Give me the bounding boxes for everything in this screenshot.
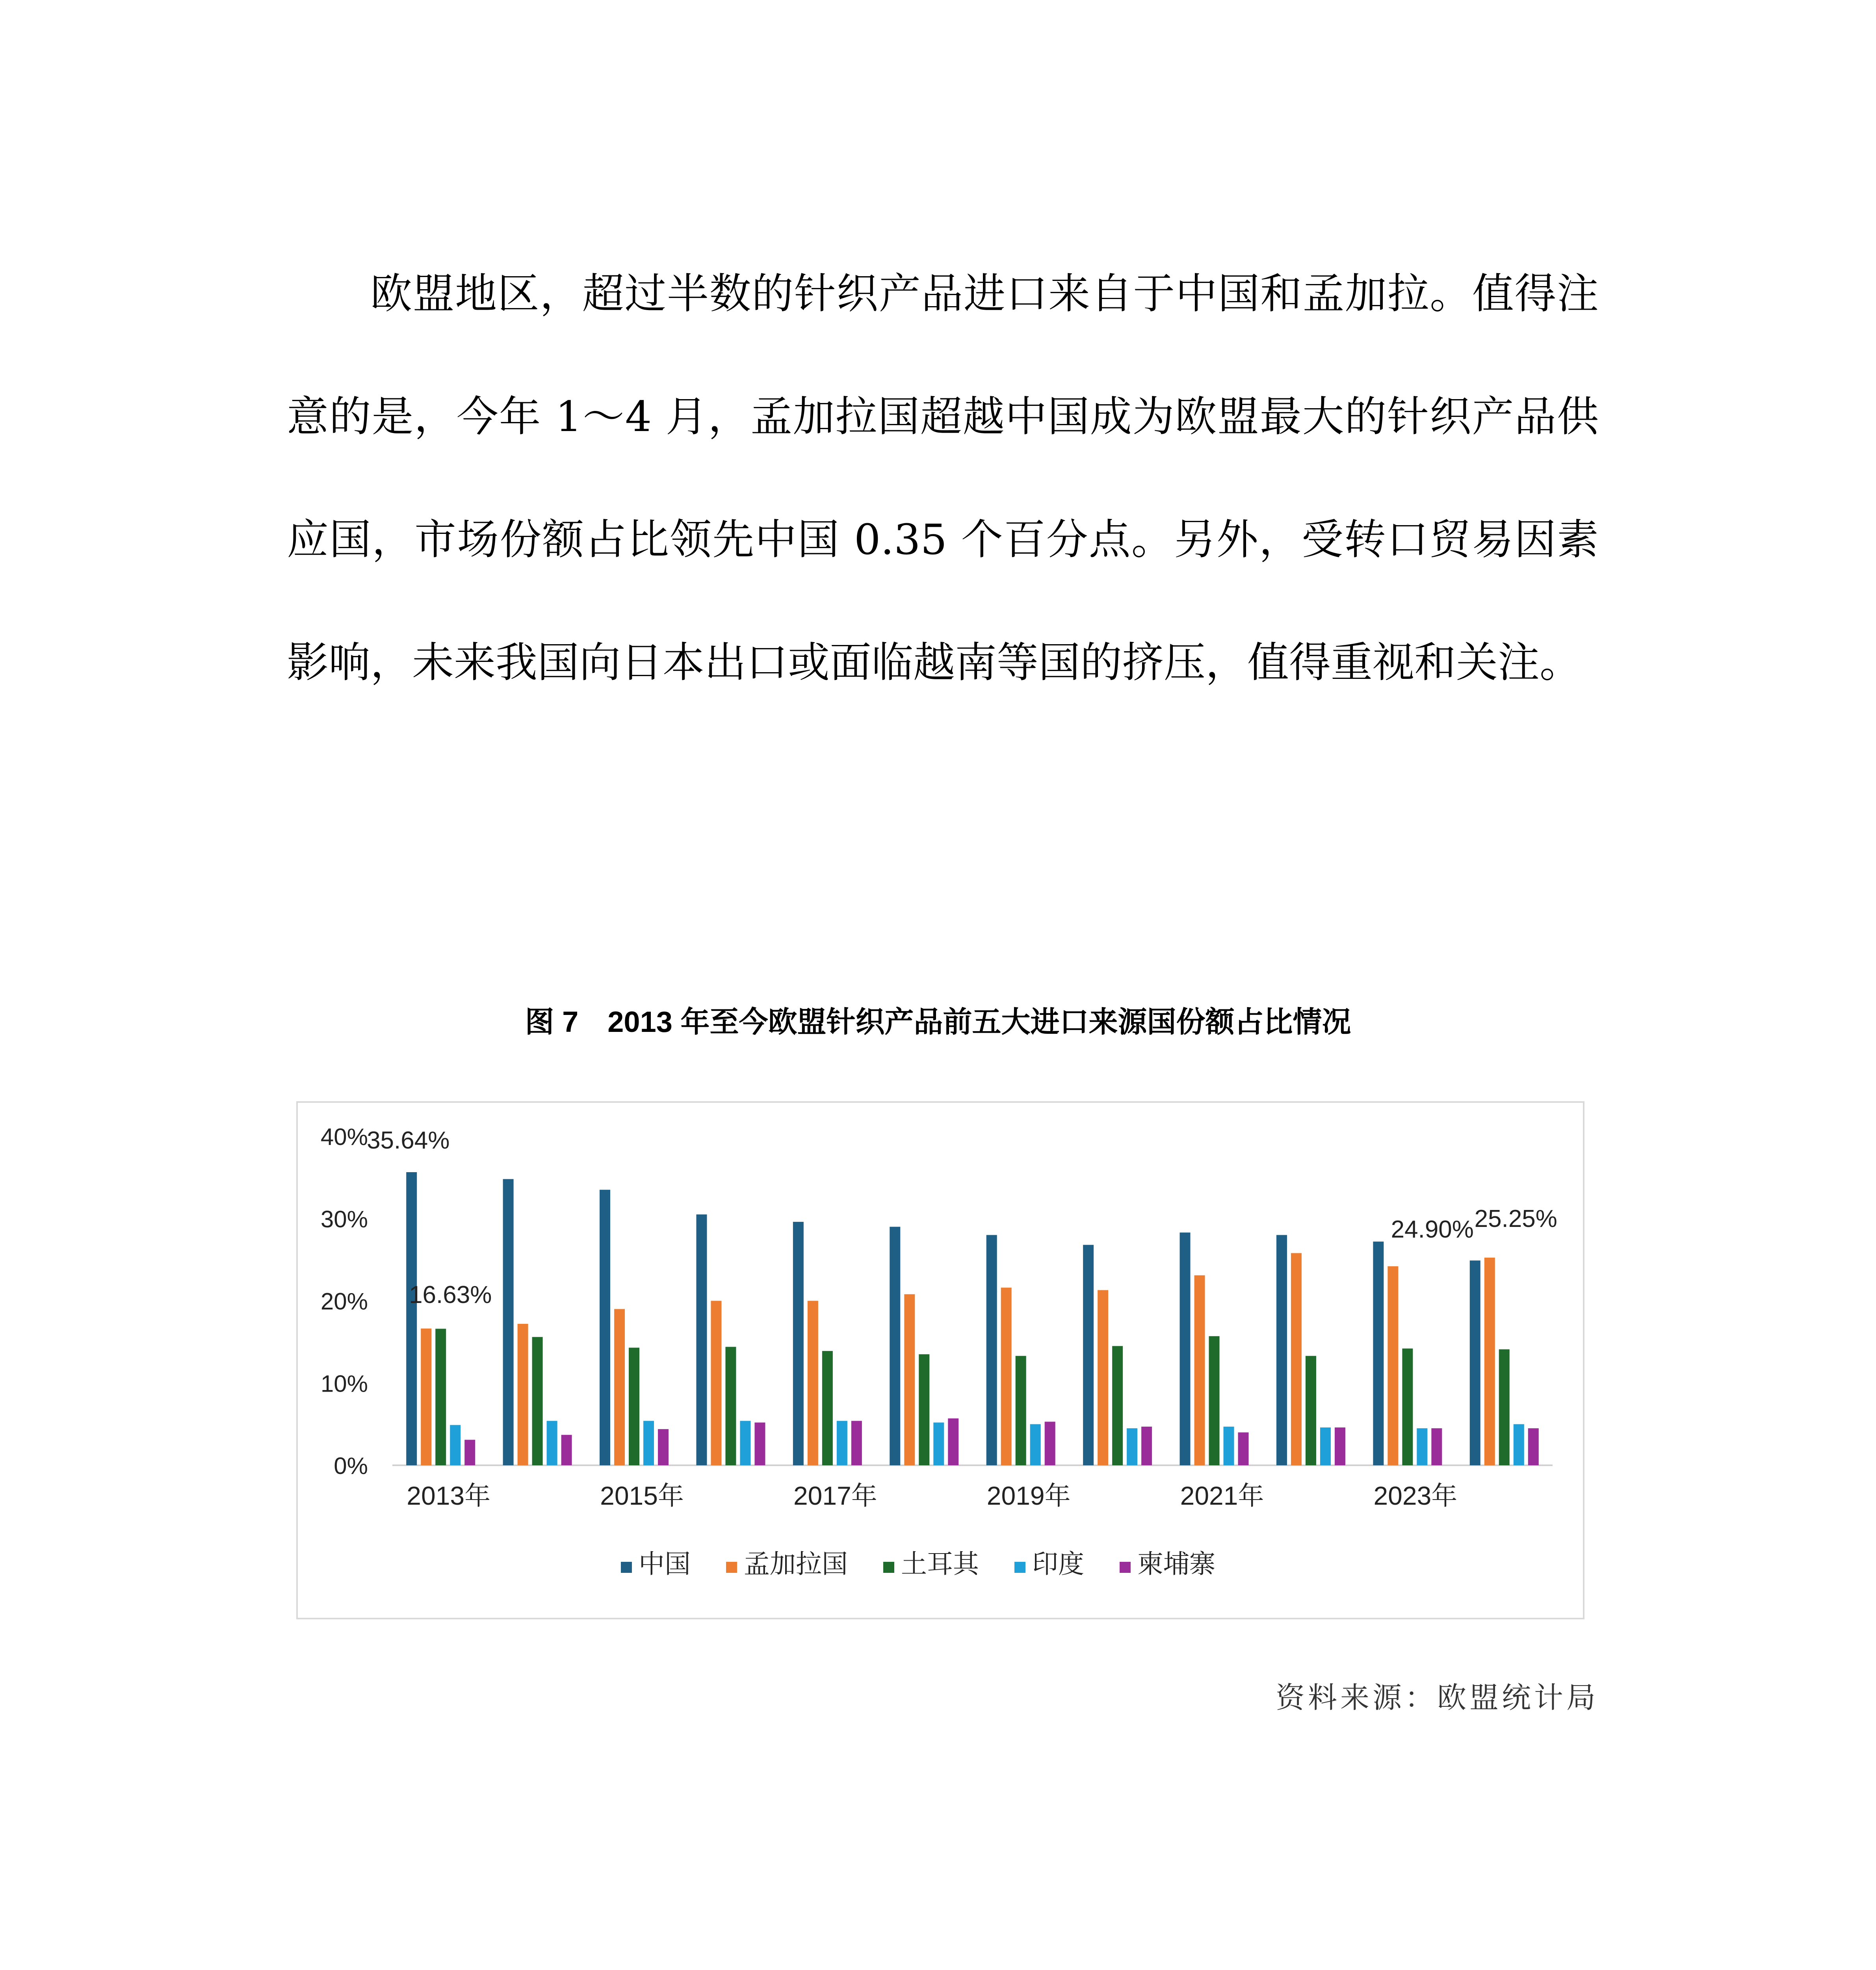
- bar-柬埔寨-2013年: [464, 1440, 475, 1465]
- bar-孟加拉国-2021年: [1194, 1275, 1205, 1465]
- bar-土耳其-2013年: [435, 1329, 446, 1465]
- bar-柬埔寨-2024年: [1528, 1428, 1539, 1465]
- bar-土耳其-2017年: [822, 1351, 833, 1465]
- bar-印度-2017年: [837, 1421, 847, 1465]
- bar-印度-2020年: [1127, 1428, 1137, 1465]
- bar-柬埔寨-2015年: [658, 1429, 669, 1465]
- bar-柬埔寨-2014年: [561, 1435, 572, 1465]
- legend-label: 中国: [639, 1549, 691, 1578]
- legend-swatch-土耳其: [883, 1562, 894, 1573]
- legend-label: 印度: [1032, 1549, 1084, 1578]
- bar-土耳其-2021年: [1209, 1336, 1220, 1465]
- y-tick-label: 30%: [320, 1206, 368, 1232]
- bar-印度-2018年: [933, 1422, 944, 1465]
- bar-孟加拉国-2024年: [1484, 1258, 1495, 1465]
- bar-柬埔寨-2023年: [1431, 1428, 1442, 1465]
- bar-中国-2020年: [1083, 1245, 1094, 1465]
- bar-柬埔寨-2020年: [1141, 1427, 1152, 1465]
- bar-中国-2018年: [890, 1227, 900, 1465]
- bar-土耳其-2016年: [725, 1347, 736, 1465]
- bar-中国-2014年: [503, 1179, 514, 1465]
- bar-中国-2015年: [600, 1190, 610, 1465]
- bar-孟加拉国-2020年: [1098, 1290, 1108, 1465]
- bar-印度-2015年: [643, 1421, 654, 1465]
- figure-source: 资料来源：欧盟统计局: [1276, 1681, 1599, 1715]
- data-label: 25.25%: [1474, 1205, 1557, 1232]
- bar-印度-2016年: [740, 1421, 750, 1465]
- bar-土耳其-2018年: [919, 1354, 929, 1465]
- data-label: 24.90%: [1391, 1216, 1474, 1243]
- bar-柬埔寨-2021年: [1238, 1433, 1249, 1466]
- bar-中国-2013年: [406, 1172, 417, 1465]
- chart-container: [296, 1101, 1584, 1619]
- bar-印度-2023年: [1417, 1428, 1427, 1465]
- bar-chart: [298, 1103, 1583, 1618]
- bar-中国-2022年: [1276, 1235, 1287, 1466]
- x-tick-label: 2017年: [793, 1481, 877, 1510]
- bar-中国-2017年: [793, 1222, 804, 1465]
- bar-孟加拉国-2017年: [808, 1301, 818, 1466]
- bar-中国-2016年: [696, 1214, 707, 1465]
- y-tick-label: 20%: [320, 1288, 368, 1315]
- data-label: 16.63%: [409, 1281, 492, 1308]
- bar-孟加拉国-2013年: [421, 1329, 431, 1465]
- y-tick-label: 40%: [320, 1124, 368, 1150]
- bar-土耳其-2019年: [1016, 1356, 1026, 1465]
- x-tick-label: 2015年: [600, 1481, 684, 1510]
- bar-柬埔寨-2019年: [1045, 1422, 1055, 1465]
- legend-label: 柬埔寨: [1137, 1549, 1215, 1578]
- bar-印度-2014年: [547, 1421, 557, 1465]
- bar-孟加拉国-2015年: [614, 1309, 625, 1465]
- x-tick-label: 2013年: [407, 1481, 491, 1510]
- x-tick-label: 2023年: [1373, 1481, 1458, 1510]
- bar-孟加拉国-2018年: [904, 1294, 915, 1465]
- bar-土耳其-2014年: [532, 1337, 543, 1465]
- legend-swatch-中国: [621, 1562, 632, 1573]
- bar-中国-2019年: [986, 1235, 997, 1466]
- bar-土耳其-2024年: [1499, 1349, 1510, 1465]
- body-paragraph: 欧盟地区，超过半数的针织产品进口来自于中国和孟加拉。值得注意的是，今年 1～4 月，孟加拉国超越中国成为欧盟最大的针织产品供应国，市场份额占比领先中国 0.35 个百分点。另外，受转口贸易因素影响，未来我国向日本出口或面临越南等国的挤压，值得重视和关注。: [287, 269, 1599, 687]
- bar-土耳其-2022年: [1306, 1356, 1316, 1465]
- legend-label: 土耳其: [901, 1549, 979, 1578]
- bar-柬埔寨-2018年: [948, 1418, 958, 1465]
- bar-土耳其-2023年: [1402, 1349, 1413, 1465]
- data-label: 35.64%: [367, 1127, 450, 1154]
- bar-印度-2019年: [1030, 1424, 1041, 1465]
- legend-swatch-印度: [1014, 1562, 1025, 1573]
- legend-label: 孟加拉国: [744, 1549, 848, 1578]
- x-tick-label: 2021年: [1180, 1481, 1264, 1510]
- y-tick-label: 10%: [320, 1370, 368, 1397]
- bar-土耳其-2015年: [629, 1347, 639, 1465]
- bar-孟加拉国-2022年: [1291, 1253, 1302, 1465]
- bar-印度-2024年: [1514, 1424, 1524, 1465]
- y-tick-label: 0%: [334, 1453, 368, 1479]
- bar-柬埔寨-2017年: [851, 1421, 862, 1465]
- bar-柬埔寨-2016年: [754, 1422, 765, 1465]
- bar-印度-2022年: [1320, 1427, 1331, 1465]
- figure-title: 图 7 2013 年至今欧盟针织产品前五大进口来源国份额占比情况: [525, 1005, 1351, 1038]
- bar-印度-2021年: [1224, 1427, 1234, 1465]
- bar-印度-2013年: [450, 1425, 461, 1465]
- bar-柬埔寨-2022年: [1335, 1427, 1345, 1465]
- bar-孟加拉国-2014年: [518, 1324, 528, 1465]
- bar-中国-2024年: [1470, 1260, 1480, 1465]
- legend-swatch-柬埔寨: [1120, 1562, 1131, 1573]
- legend-swatch-孟加拉国: [726, 1562, 737, 1573]
- x-tick-label: 2019年: [986, 1481, 1071, 1510]
- bar-土耳其-2020年: [1112, 1346, 1123, 1465]
- bar-中国-2021年: [1180, 1232, 1191, 1465]
- bar-孟加拉国-2023年: [1387, 1266, 1398, 1465]
- bar-孟加拉国-2019年: [1001, 1288, 1012, 1465]
- bar-中国-2023年: [1373, 1241, 1384, 1465]
- bar-孟加拉国-2016年: [711, 1301, 721, 1466]
